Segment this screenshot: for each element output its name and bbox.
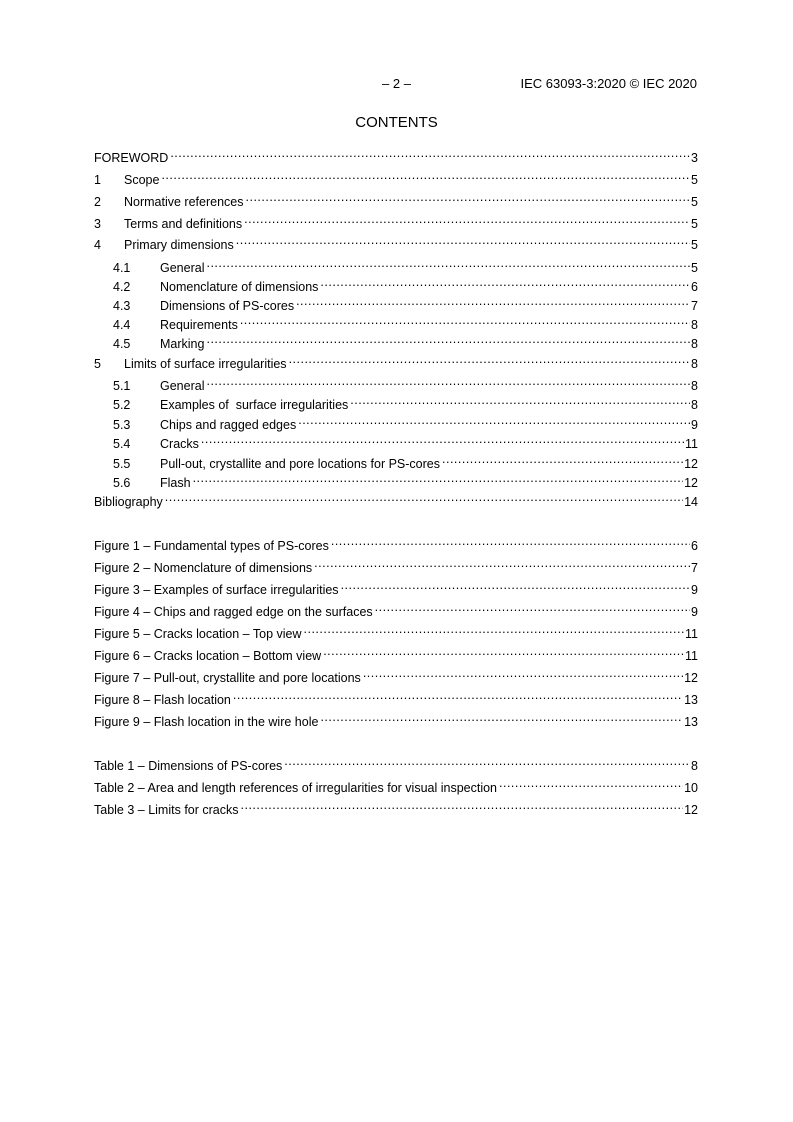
dot-leader xyxy=(298,411,690,429)
toc-entry-number: 5.4 xyxy=(113,437,131,451)
toc-entry-number: 3 xyxy=(94,217,101,231)
toc-entry-number: 5.2 xyxy=(113,398,131,412)
toc-entry-number: 5.1 xyxy=(113,379,131,393)
toc-entry-label: Dimensions of PS-cores xyxy=(160,299,295,313)
toc-entry-5-5-pull-out[interactable] xyxy=(94,450,698,471)
figure-entry-7[interactable] xyxy=(94,664,698,685)
figure-entry-page: 13 xyxy=(684,715,698,729)
toc-entry-label: General xyxy=(160,261,205,275)
figure-entry-label: Figure 3 – Examples of surface irregularities xyxy=(94,583,339,597)
figure-entry-label: Figure 9 – Flash location in the wire hole xyxy=(94,715,319,729)
figure-entry-2[interactable] xyxy=(94,554,698,575)
contents-title: CONTENTS xyxy=(355,114,438,131)
dot-leader xyxy=(296,292,690,310)
dot-leader xyxy=(320,273,690,291)
toc-entry-number: 2 xyxy=(94,195,101,209)
toc-entry-label: Chips and ragged edges xyxy=(160,418,297,432)
figure-entry-label: Figure 5 – Cracks location – Top view xyxy=(94,627,302,641)
toc-entry-page: 8 xyxy=(691,357,698,371)
toc-entry-4-5-marking[interactable] xyxy=(94,330,698,351)
toc-entry-page: 8 xyxy=(691,379,698,393)
toc-entry-page: 8 xyxy=(691,398,698,412)
toc-entry-label: Examples of surface irregularities xyxy=(160,398,349,412)
toc-entry-label: Pull-out, crystallite and pore locations for PS-cores xyxy=(160,457,440,471)
dot-leader xyxy=(363,664,683,682)
dot-leader xyxy=(289,350,690,368)
document-identifier: IEC 63093-3:2020 © IEC 2020 xyxy=(520,76,697,91)
figure-entry-page: 11 xyxy=(685,627,698,641)
table-entry-page: 12 xyxy=(684,803,698,817)
toc-entry-number: 4.1 xyxy=(113,261,131,275)
dot-leader xyxy=(314,554,690,572)
toc-entry-5-1-general[interactable] xyxy=(94,372,698,393)
toc-entry-page: 14 xyxy=(684,495,698,509)
toc-entry-normative-references[interactable] xyxy=(94,188,698,209)
figure-entry-page: 6 xyxy=(691,539,698,553)
dot-leader xyxy=(233,686,683,704)
toc-entry-number: 5 xyxy=(94,357,101,371)
figure-entry-4[interactable] xyxy=(94,598,698,619)
figure-entry-page: 9 xyxy=(691,583,698,597)
dot-leader xyxy=(241,796,684,814)
toc-entry-number: 5.3 xyxy=(113,418,131,432)
toc-entry-page: 5 xyxy=(691,238,698,252)
figure-entry-label: Figure 8 – Flash location xyxy=(94,693,231,707)
figure-entry-page: 13 xyxy=(684,693,698,707)
toc-entry-number: 4.4 xyxy=(113,318,131,332)
dot-leader xyxy=(161,166,690,184)
dot-leader xyxy=(375,598,690,616)
toc-entry-number: 5.5 xyxy=(113,457,131,471)
toc-entry-label: General xyxy=(160,379,205,393)
toc-entry-label: Scope xyxy=(124,173,160,187)
dot-leader xyxy=(206,254,690,272)
toc-entry-page: 5 xyxy=(691,217,698,231)
toc-entry-scope[interactable] xyxy=(94,166,698,187)
figure-entry-page: 7 xyxy=(691,561,698,575)
toc-entry-page: 12 xyxy=(684,476,698,490)
table-entry-label: Table 3 – Limits for cracks xyxy=(94,803,239,817)
figure-entry-label: Figure 6 – Cracks location – Bottom view xyxy=(94,649,322,663)
dot-leader xyxy=(236,231,690,249)
toc-entry-page: 7 xyxy=(691,299,698,313)
dot-leader xyxy=(165,488,683,506)
toc-entry-number: 5.6 xyxy=(113,476,131,490)
dot-leader xyxy=(350,391,690,409)
toc-entry-label: Normative references xyxy=(124,195,244,209)
figure-entry-page: 12 xyxy=(684,671,698,685)
toc-entry-page: 8 xyxy=(691,318,698,332)
dot-leader xyxy=(193,469,684,487)
toc-entry-label: Terms and definitions xyxy=(124,217,243,231)
toc-entry-label: Nomenclature of dimensions xyxy=(160,280,319,294)
figure-entry-5[interactable] xyxy=(94,620,698,641)
figure-entry-label: Figure 1 – Fundamental types of PS-cores xyxy=(94,539,329,553)
toc-entry-5-4-cracks[interactable] xyxy=(94,430,698,451)
toc-entry-page: 5 xyxy=(691,173,698,187)
toc-entry-page: 11 xyxy=(685,437,698,451)
toc-entry-page: 8 xyxy=(691,337,698,351)
toc-entry-4-1-general[interactable] xyxy=(94,254,698,275)
toc-entry-number: 4 xyxy=(94,238,101,252)
toc-entry-4-3-dimensions-of-ps-cores[interactable] xyxy=(94,292,698,313)
figure-entry-page: 11 xyxy=(685,649,698,663)
toc-entry-label: FOREWORD xyxy=(94,151,169,165)
toc-entry-page: 5 xyxy=(691,261,698,275)
dot-leader xyxy=(246,188,691,206)
dot-leader xyxy=(240,311,690,329)
figure-entry-1[interactable] xyxy=(94,532,698,553)
figure-entry-label: Figure 4 – Chips and ragged edge on the surfaces xyxy=(94,605,373,619)
dot-leader xyxy=(304,620,685,638)
toc-entry-label: Requirements xyxy=(160,318,238,332)
toc-entry-page: 5 xyxy=(691,195,698,209)
figure-entry-9[interactable] xyxy=(94,708,698,729)
toc-entry-primary-dimensions[interactable] xyxy=(94,231,698,252)
toc-entry-limits-of-surface-irregularities[interactable] xyxy=(94,350,698,371)
table-entry-page: 10 xyxy=(684,781,698,795)
toc-entry-number: 1 xyxy=(94,173,101,187)
toc-entry-number: 4.3 xyxy=(113,299,131,313)
toc-entry-label: Primary dimensions xyxy=(124,238,234,252)
dot-leader xyxy=(170,144,690,162)
toc-entry-5-2-examples[interactable] xyxy=(94,391,698,412)
dot-leader xyxy=(206,330,690,348)
dot-leader xyxy=(323,642,684,660)
toc-entry-5-6-flash[interactable] xyxy=(94,469,698,490)
toc-entry-number: 4.5 xyxy=(113,337,131,351)
dot-leader xyxy=(320,708,683,726)
dot-leader xyxy=(499,774,683,792)
figure-entry-label: Figure 2 – Nomenclature of dimensions xyxy=(94,561,313,575)
table-entry-2[interactable] xyxy=(94,774,698,795)
table-entry-page: 8 xyxy=(691,759,698,773)
toc-entry-label: Marking xyxy=(160,337,205,351)
dot-leader xyxy=(206,372,690,390)
toc-entry-4-2-nomenclature[interactable] xyxy=(94,273,698,294)
toc-entry-foreword[interactable] xyxy=(94,144,698,165)
dot-leader xyxy=(201,430,684,448)
toc-entry-page: 3 xyxy=(691,151,698,165)
toc-entry-label: Flash xyxy=(160,476,191,490)
figure-entry-6[interactable] xyxy=(94,642,698,663)
figure-entry-page: 9 xyxy=(691,605,698,619)
table-entry-label: Table 2 – Area and length references of irregularities for visual inspection xyxy=(94,781,498,795)
toc-entry-label: Cracks xyxy=(160,437,199,451)
toc-entry-bibliography[interactable] xyxy=(94,488,698,509)
toc-entry-label: Limits of surface irregularities xyxy=(124,357,287,371)
dot-leader xyxy=(331,532,690,550)
toc-entry-label: Bibliography xyxy=(94,495,163,509)
page-number: – 2 – xyxy=(382,76,411,91)
figure-entry-3[interactable] xyxy=(94,576,698,597)
figure-entry-label: Figure 7 – Pull-out, crystallite and pore locations xyxy=(94,671,361,685)
toc-entry-page: 6 xyxy=(691,280,698,294)
toc-entry-4-4-requirements[interactable] xyxy=(94,311,698,332)
table-entry-1[interactable] xyxy=(94,752,698,773)
dot-leader xyxy=(341,576,690,594)
dot-leader xyxy=(442,450,683,468)
toc-entry-terms-and-definitions[interactable] xyxy=(94,210,698,231)
dot-leader xyxy=(284,752,690,770)
toc-entry-number: 4.2 xyxy=(113,280,131,294)
dot-leader xyxy=(244,210,690,228)
toc-entry-page: 9 xyxy=(691,418,698,432)
toc-entry-page: 12 xyxy=(684,457,698,471)
table-entry-3[interactable] xyxy=(94,796,698,817)
toc-entry-5-3-chips[interactable] xyxy=(94,411,698,432)
figure-entry-8[interactable] xyxy=(94,686,698,707)
table-entry-label: Table 1 – Dimensions of PS-cores xyxy=(94,759,283,773)
